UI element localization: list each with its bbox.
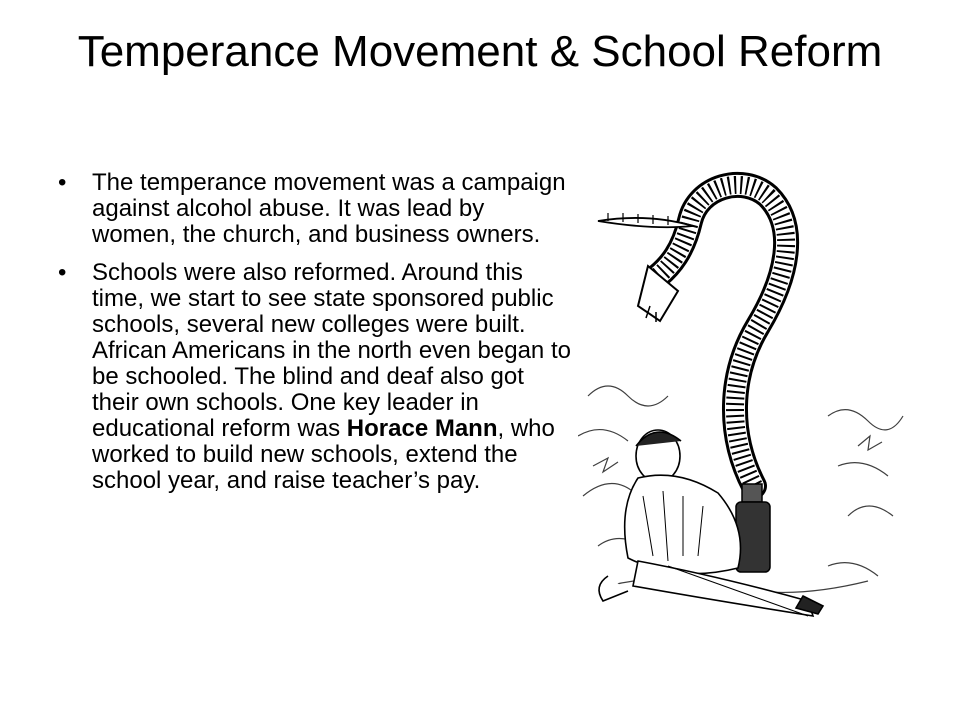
bullet-list [54, 170, 574, 506]
bottle [736, 484, 770, 572]
serpent-bottle-illustration [578, 166, 910, 636]
serpent [598, 185, 786, 486]
horace-mann-name: Horace Mann [346, 415, 498, 442]
bullet-dot: • [58, 259, 67, 286]
bullet-text: The temperance movement was a campaign against alcohol abuse. It was lead by women, the church, and business owners. [92, 169, 566, 248]
bullet-dot: • [58, 169, 67, 196]
bullet-text-part2: , who worked to build new schools, extend the school year, and raise teacher’s pay. [92, 415, 555, 494]
sleeping-man [599, 430, 823, 616]
bullet-item-temperance [54, 170, 574, 248]
bullet-text-part1: Schools were also reformed. Around this time, we start to see state sponsored public schools, several new colleges were built. African Americans in the north even began to be schooled. The blind and deaf also got their own schools. One key leader in educational reform was [92, 259, 571, 442]
bullet-item-schools [54, 260, 574, 494]
slide-title: Temperance Movement & School Reform [77, 27, 883, 76]
